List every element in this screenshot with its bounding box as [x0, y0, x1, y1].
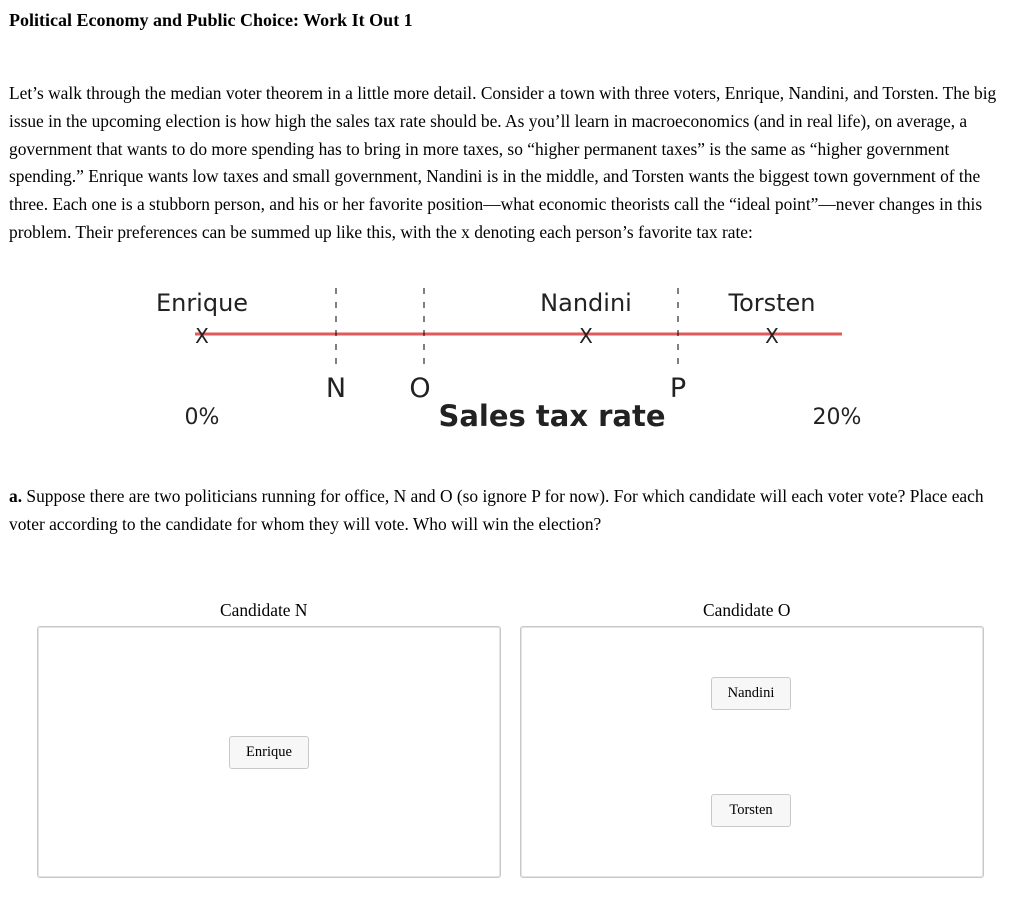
question-label: a.	[9, 486, 23, 506]
axis-min-label: 0%	[184, 405, 220, 430]
intro-paragraph: Let’s walk through the median voter theorem in a little more detail. Consider a town with three voters, Enrique, Nandini, and Torsten. The big issue in the upcoming election is how high the sales tax rate should be. As you’ll learn in macroeconomics (and in real life), on average, a government that wants to do more spending has to bring in more taxes, so “higher permanent taxes” is the same as “higher government spending.” Enrique wants low taxes and small government, Nandini is in the middle, and Torsten wants the biggest town government of the three. Each one is a stubborn person, and his or her favorite position—what economic theorists call the “ideal point”—never changes in this problem. Their preferences can be summed up like this, with the x denoting each person’s favorite tax rate:	[9, 83, 997, 242]
voter-chip-nandini[interactable]: Nandini	[711, 677, 791, 710]
page-title: Political Economy and Public Choice: Work It Out 1	[9, 10, 413, 30]
tax-rate-diagram	[0, 278, 1024, 438]
candidate-o-heading: Candidate O	[703, 600, 791, 620]
tax-rate-svg	[0, 278, 1024, 438]
voter-nandini-mark: X	[579, 324, 593, 348]
voter-chip-enrique[interactable]: Enrique	[229, 736, 309, 769]
voter-torsten-mark: X	[765, 324, 779, 348]
voter-enrique-mark: X	[195, 324, 209, 348]
voter-enrique-label: Enrique	[155, 289, 249, 317]
question-a	[9, 482, 1014, 538]
axis-title: Sales tax rate	[438, 399, 666, 433]
candidate-n-dropzone[interactable]	[37, 626, 501, 878]
voter-torsten-label: Torsten	[728, 289, 816, 317]
axis-max-label: 20%	[812, 405, 862, 430]
candidate-o-letter: O	[409, 373, 431, 404]
candidate-n-letter: N	[325, 373, 347, 404]
voter-nandini-label: Nandini	[540, 289, 632, 317]
question-text: Suppose there are two politicians running for office, N and O (so ignore P for now). For which candidate will each voter vote? Place each voter according to the candidate for whom they will vote. Who will win the election?	[9, 486, 984, 534]
voter-chip-torsten[interactable]: Torsten	[711, 794, 791, 827]
candidate-n-heading: Candidate N	[220, 600, 308, 620]
candidate-p-letter: P	[669, 373, 687, 404]
candidate-o-dropzone[interactable]	[520, 626, 984, 878]
